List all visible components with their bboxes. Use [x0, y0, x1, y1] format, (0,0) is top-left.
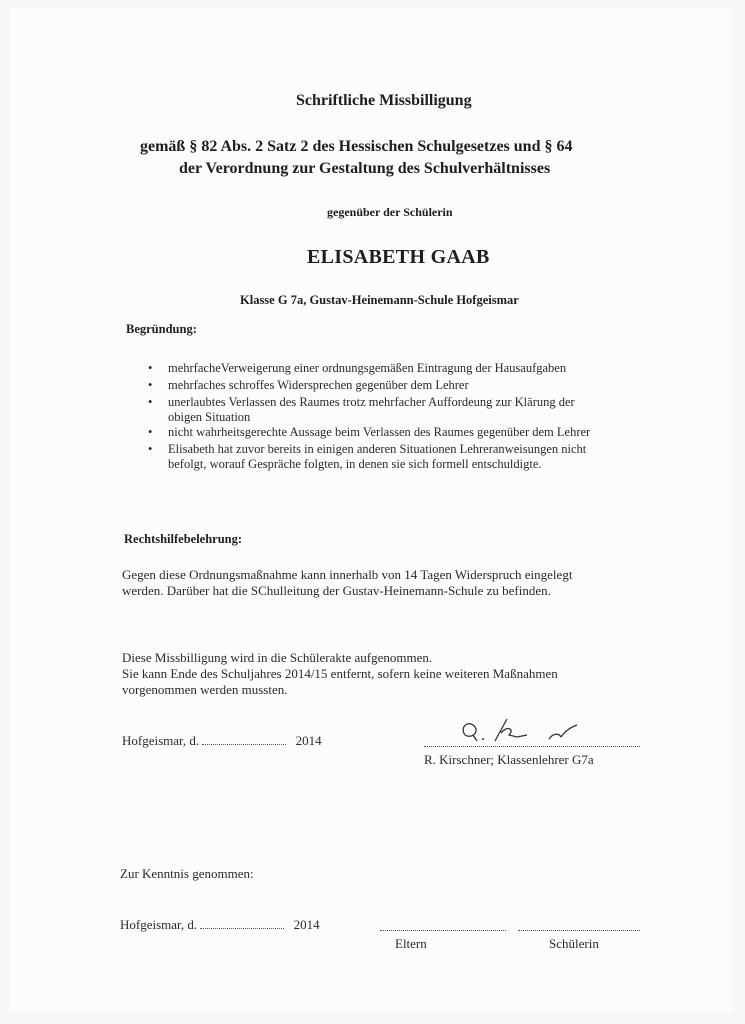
teacher-signature-label: R. Kirschner; Klassenlehrer G7a — [424, 752, 594, 767]
legal-remedy-heading: Rechtshilfebelehrung: — [124, 532, 243, 546]
file-notice-text: Diese Missbilligung wird in die Schülerakte aufgenommen. Sie kann Ende des Schuljahres 2014/15 entfernt, sofern keine weiteren Maßnahmen vorgenommen werden mussten. — [122, 650, 558, 697]
acknowledgement-label: Zur Kenntnis genommen: — [120, 866, 254, 881]
reasons-heading: Begründung: — [126, 322, 197, 336]
teacher-signature — [455, 713, 585, 749]
class-school: Klasse G 7a, Gustav-Heinemann-Schule Hofgeismar — [240, 293, 519, 307]
reason-item: • mehrfaches schroffes Widersprechen gegenüber dem Lehrer — [148, 378, 668, 393]
date-blank — [200, 928, 284, 929]
document-page — [10, 8, 732, 1012]
place-date-teacher: Hofgeismar, d. 2014 — [122, 733, 322, 748]
parents-label: Eltern — [395, 936, 427, 951]
document-title: Schriftliche Missbilligung — [296, 92, 472, 109]
reason-item: • Elisabeth hat zuvor bereits in einigen anderen Situationen Lehreranweisungen nicht befolgt, worauf Gespräche folgten, in denen sie sich formell entschuldigte. — [148, 442, 668, 472]
teacher-signature-line — [424, 746, 640, 747]
reason-item: • nicht wahrheitsgerechte Aussage beim Verlassen des Raumes gegenüber dem Lehrer — [148, 425, 668, 440]
reason-item: • mehrfacheVerweigerung einer ordnungsgemäßen Eintragung der Hausaufgaben — [148, 361, 668, 376]
reason-item: • unerlaubtes Verlassen des Raumes trotz mehrfacher Auffordeung zur Klärung der obigen Situation — [148, 395, 668, 425]
student-label: Schülerin — [549, 936, 599, 951]
legal-basis-line-1: gemäß § 82 Abs. 2 Satz 2 des Hessischen Schulgesetzes und § 64 — [140, 138, 573, 155]
student-signature-line — [518, 930, 640, 931]
reasons-list — [148, 361, 668, 474]
place-date-family: Hofgeismar, d. 2014 — [120, 917, 320, 932]
date-blank — [202, 744, 286, 745]
legal-remedy-text: Gegen diese Ordnungsmaßnahme kann innerhalb von 14 Tagen Widerspruch eingelegt werden. Darüber hat die SChulleitung der Gustav-Heinemann-Schule zu befinden. — [122, 567, 573, 598]
recipient-intro: gegenüber der Schülerin — [327, 205, 453, 219]
student-name: ELISABETH GAAB — [307, 246, 490, 268]
legal-basis-line-2: der Verordnung zur Gestaltung des Schulverhältnisses — [179, 160, 551, 177]
parents-signature-line — [380, 930, 506, 931]
